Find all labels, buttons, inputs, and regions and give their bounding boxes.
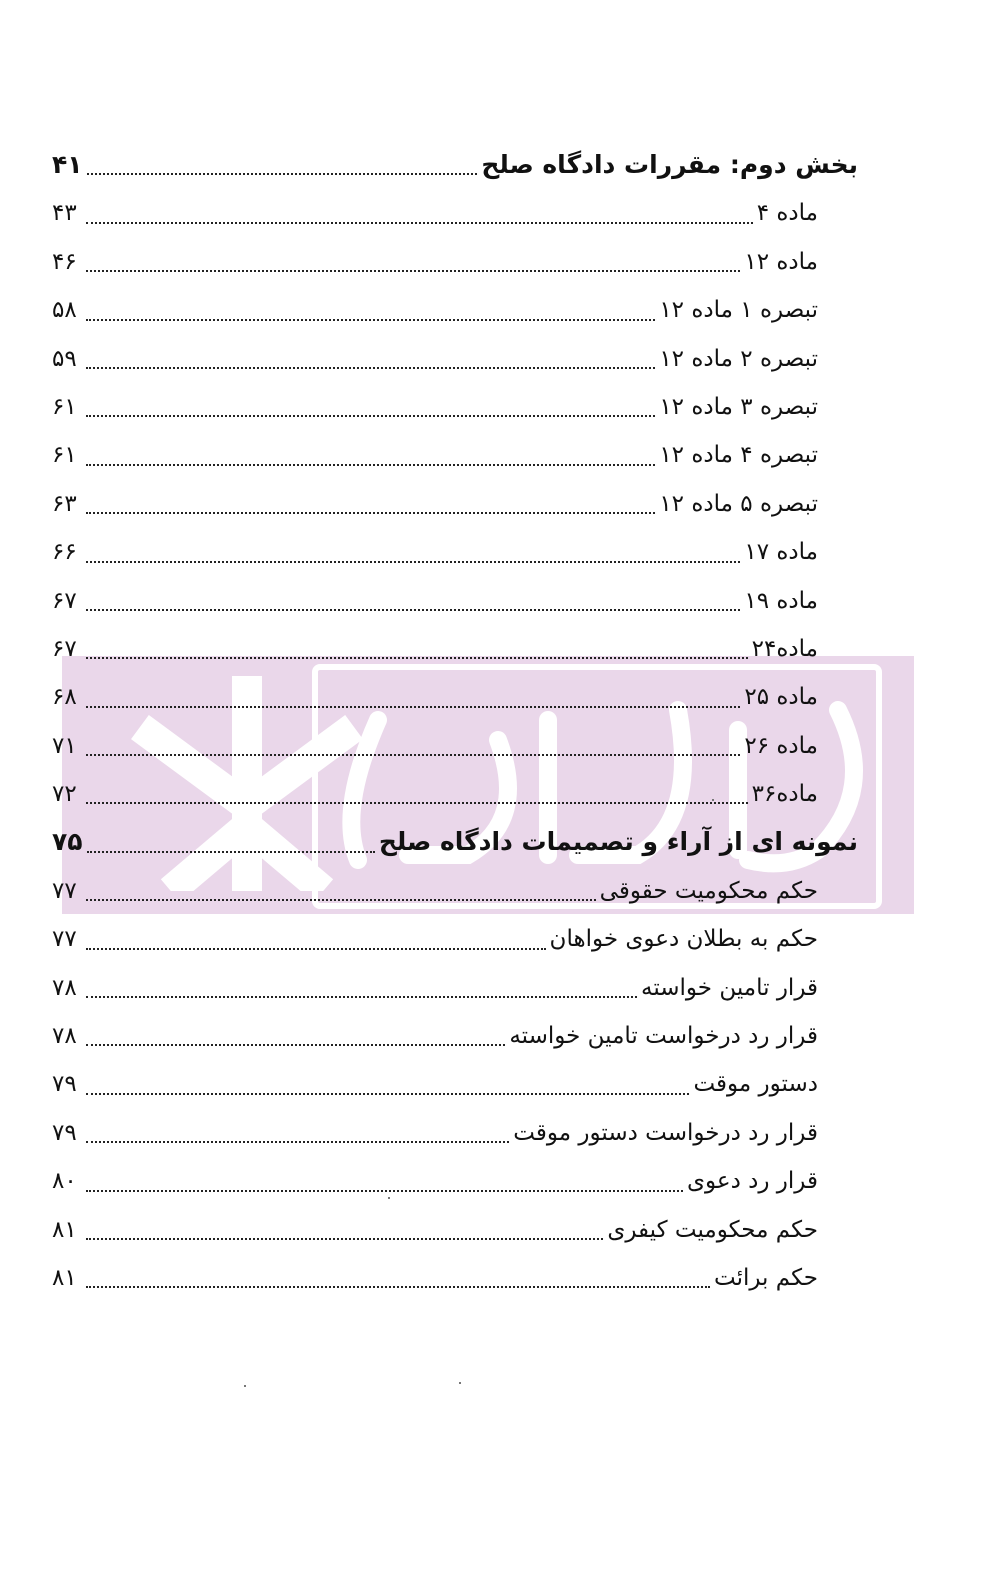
toc-entry-page-number: ۵۸ <box>52 297 77 324</box>
toc-entry-page-number: ۶۱ <box>52 393 77 420</box>
toc-entry-page-number: ۷۷ <box>52 877 77 904</box>
dot-leader <box>86 1286 710 1288</box>
toc-entry[interactable] <box>52 189 858 237</box>
toc-entry-title: تبصره ۱ ماده ۱۲ <box>659 297 818 324</box>
toc-entry-page-number: ۷۷ <box>52 926 77 953</box>
toc-entry[interactable] <box>52 1109 858 1157</box>
toc-entry-title: ماده ۲۵ <box>744 684 818 711</box>
toc-entry-page-number: ۷۸ <box>52 974 77 1001</box>
toc-entry-page-number: ۴۳ <box>52 200 77 227</box>
toc-entry-page-number: ۸۰ <box>52 1168 77 1195</box>
toc-entry[interactable] <box>52 238 858 286</box>
toc-entry-page-number: ۶۱ <box>52 442 77 469</box>
dot-leader <box>86 1238 603 1240</box>
toc-entry-title: تبصره ۳ ماده ۱۲ <box>659 393 818 420</box>
toc-section-heading[interactable] <box>52 818 858 866</box>
toc-entry[interactable] <box>52 867 858 915</box>
toc-entry-page-number: ۶۳ <box>52 490 77 517</box>
toc-entry[interactable] <box>52 1060 858 1108</box>
toc-entry-title: حکم برائت <box>713 1264 818 1291</box>
toc-section-heading-title: نمونه ای از آراء و تصمیمات دادگاه صلح <box>378 827 858 857</box>
toc-entry[interactable] <box>52 577 858 625</box>
toc-entry[interactable] <box>52 286 858 334</box>
toc-entry-title: ماده ۱۹ <box>744 587 818 614</box>
dot-leader <box>86 464 655 466</box>
toc-entry-title: حکم به بطلان دعوی خواهان <box>549 926 818 953</box>
table-of-contents <box>52 141 858 1302</box>
dot-leader <box>86 319 655 321</box>
toc-entry-title: قرار تامین خواسته <box>640 974 818 1001</box>
dot-leader <box>86 1190 683 1192</box>
dot-leader <box>86 1141 509 1143</box>
toc-entry-title: ماده ۱۲ <box>744 248 818 275</box>
toc-entry-title: قرار رد دعوی <box>686 1168 818 1195</box>
dot-leader <box>86 609 740 611</box>
toc-entry-page-number: ۷۹ <box>52 1071 77 1098</box>
toc-section-heading-page-number: ۷۵ <box>52 827 83 857</box>
dot-leader <box>87 851 375 853</box>
toc-entry-page-number: ۶۶ <box>52 539 77 566</box>
print-speck <box>459 1382 461 1384</box>
toc-entry[interactable] <box>52 770 858 818</box>
toc-entry[interactable] <box>52 722 858 770</box>
toc-entry[interactable] <box>52 673 858 721</box>
toc-entry-page-number: ۶۷ <box>52 587 77 614</box>
toc-section-heading-page-number: ۴۱ <box>52 150 83 179</box>
dot-leader <box>87 173 478 175</box>
toc-entry[interactable] <box>52 383 858 431</box>
toc-entry-page-number: ۷۹ <box>52 1119 77 1146</box>
dot-leader <box>86 948 546 950</box>
dot-leader <box>86 899 596 901</box>
dot-leader <box>86 561 740 563</box>
dot-leader <box>86 754 740 756</box>
toc-entry-page-number: ۷۱ <box>52 732 77 759</box>
toc-entry[interactable] <box>52 335 858 383</box>
toc-entry-page-number: ۶۷ <box>52 635 77 662</box>
toc-entry-title: ماده۳۶ <box>751 781 818 808</box>
toc-entry-page-number: ۶۸ <box>52 684 77 711</box>
toc-entry-title: ماده۲۴ <box>751 635 818 662</box>
toc-entry[interactable] <box>52 964 858 1012</box>
toc-entry-page-number: ۷۸ <box>52 1023 77 1050</box>
toc-entry-title: ماده ۴ <box>756 200 818 227</box>
toc-entry[interactable] <box>52 431 858 479</box>
toc-entry-title: حکم محکومیت حقوقی <box>599 877 818 904</box>
toc-entry[interactable] <box>52 1254 858 1302</box>
dot-leader <box>86 415 655 417</box>
toc-entry-page-number: ۴۶ <box>52 248 77 275</box>
toc-entry-title: تبصره ۴ ماده ۱۲ <box>659 442 818 469</box>
dot-leader <box>86 1093 689 1095</box>
toc-entry-title: قرار رد درخواست دستور موقت <box>513 1119 818 1146</box>
toc-entry[interactable] <box>52 1012 858 1060</box>
toc-entry-title: تبصره ۵ ماده ۱۲ <box>659 490 818 517</box>
toc-entry-page-number: ۷۲ <box>52 781 77 808</box>
dot-leader <box>86 996 637 998</box>
dot-leader <box>86 222 753 224</box>
toc-entry[interactable] <box>52 1206 858 1254</box>
toc-entry-page-number: ۵۹ <box>52 345 77 372</box>
toc-entry[interactable] <box>52 528 858 576</box>
dot-leader <box>86 1044 505 1046</box>
toc-entry[interactable] <box>52 625 858 673</box>
toc-section-heading-title: بخش دوم: مقررات دادگاه صلح <box>481 150 858 179</box>
dot-leader <box>86 512 655 514</box>
toc-entry-page-number: ۸۱ <box>52 1216 77 1243</box>
toc-entry[interactable] <box>52 480 858 528</box>
toc-entry-title: قرار رد درخواست تامین خواسته <box>509 1023 818 1050</box>
toc-entry-page-number: ۸۱ <box>52 1264 77 1291</box>
dot-leader <box>86 657 748 659</box>
dot-leader <box>86 802 748 804</box>
toc-entry-title: حکم محکومیت کیفری <box>607 1216 818 1243</box>
toc-entry-title: تبصره ۲ ماده ۱۲ <box>659 345 818 372</box>
print-speck <box>244 1385 246 1387</box>
toc-section-heading[interactable] <box>52 141 858 189</box>
toc-entry-title: ماده ۲۶ <box>744 732 818 759</box>
toc-entry[interactable] <box>52 915 858 963</box>
toc-entry-title: دستور موقت <box>693 1071 818 1098</box>
toc-entry[interactable] <box>52 1157 858 1205</box>
toc-entry-title: ماده ۱۷ <box>744 539 818 566</box>
dot-leader <box>86 706 740 708</box>
dot-leader <box>86 367 655 369</box>
dot-leader <box>86 270 740 272</box>
